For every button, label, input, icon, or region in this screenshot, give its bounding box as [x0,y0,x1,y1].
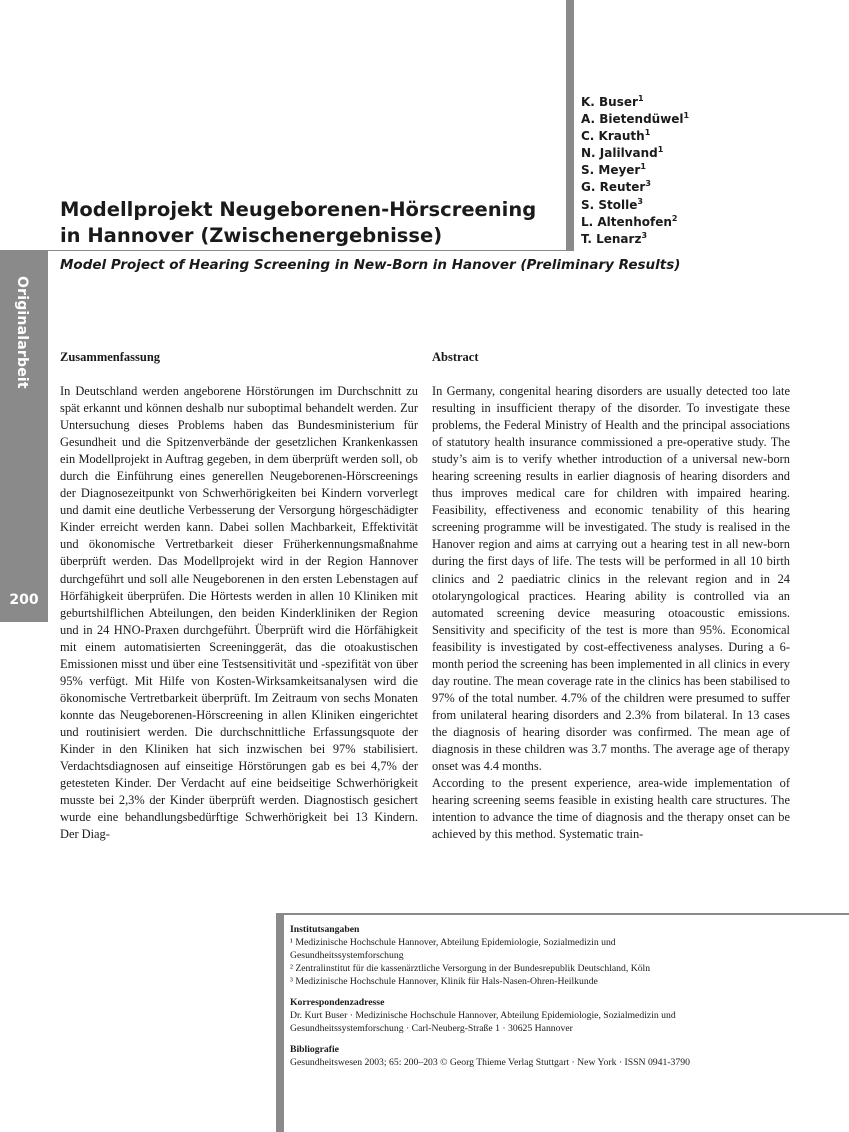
correspondence-line: Dr. Kurt Buser · Medizinische Hochschule Hannover, Abteilung Epidemiologie, Sozialmedizin und [290,1010,676,1021]
author-name: G. Reuter [581,180,646,195]
affiliation-line: ³ Medizinische Hochschule Hannover, Klinik für Hals-Nasen-Ohren-Heilkunde [290,976,598,987]
abstract-paragraph: According to the present experience, area-wide implementation of hearing screening seems feasible in existing health care structures. The intention to advance the time of diagnosis and the therapy onset can be achieved by this method. Systematic train- [432,776,790,842]
author-item [581,197,689,214]
author-affiliation-mark: 1 [657,145,664,155]
article-type-label: Originalarbeit [14,276,30,389]
author-name: K. Buser [581,95,638,109]
abstract-paragraph: In Germany, congenital hearing disorders are usually detected too late resulting in insufficient therapy of the disorder. To investigate these problems, the Federal Ministry of Health and the principal associations of statutory health insurance commissioned a pre-operative study. The study’s aim is to verify whether introduction of a universal new-born hearing screening results in earlier diagnosis of hearing disorders and thus improves medical care for children with impaired hearing. Feasibility, effectiveness and economic tenability of this hearing screening programme will be investigated. The study is realised in the Hanover region and aims at carrying out a hearing test in all new-born during the first days of life. The tests will be performed in all 10 birth clinics and 2 paediatric clinics in the relevant region and in 24 otolaryngological practices. Hearing ability is controlled via an automated screening device measuring otoacoustic emissions. Sensitivity and specificity of the test is more than 95%. Economical feasibility is investigated by cost-effectiveness analyses. During a 6-month period the screening has been implemented in all clinics in every day routine. The mean coverage rate in the clinics has been stabilised to 97% of the total number. 4.7% of the children were presumed to suffer from unilateral hearing disorders and 2.3% from bilateral. In 13 cases the diagnosis of hearing disorder was confirmed. The mean age of diagnosis in these children was 3.7 months. The average age of therapy onset was 4.4 months. [432,384,790,774]
affiliation-line: Gesundheitssystemforschung [290,950,404,961]
article-title: Modellprojekt Neugeborenen-Hörscreening in Hannover (Zwischenergebnisse) [60,198,537,247]
affiliation-line: ¹ Medizinische Hochschule Hannover, Abteilung Epidemiologie, Sozialmedizin und [290,937,616,948]
author-item [581,111,689,128]
institutsangaben-block [290,923,830,988]
author-item [581,145,689,162]
author-name: S. Stolle [581,197,638,212]
author-affiliation-mark: 1 [637,94,644,103]
author-item [581,231,689,248]
bibliografie-heading: Bibliografie [290,1044,339,1055]
author-list [581,94,689,248]
abstract-heading: Abstract [432,350,479,364]
title-underline-rule [0,250,566,251]
author-affiliation-mark: 1 [640,162,646,172]
zusammenfassung-text: In Deutschland werden angeborene Hörstörungen im Durchschnitt zu spät erkannt und können deshalb nur suboptimal behandelt werden. Zur Untersuchung dieses Problems haben das Bundesministerium für Gesundheit und die Spitzenverbände der gesetzlichen Krankenkassen ein Modellprojekt in Auftrag gegeben, in dem überprüft werden soll, ob durch die Einführung eines generellen Neugeborenen-Hörscreenings der Diagnosezeitpunkt von Schwerhörigkeiten bei Kindern vorverlegt und damit eine deutliche Verbesserung der Versorgung hörgeschädigter Kinder erreicht werden kann. Dabei sollen Machbarkeit, Effektivität und ökonomische Vertretbarkeit dieser Früherkennungsmaßnahme überprüft werden. Das Modellprojekt wird in der Region Hannover durchgeführt und soll alle Neugeborenen in den ersten Lebenstagen auf Hörfähigkeit überprüfen. Die Hörtests werden in allen 10 Kliniken mit geburtshilflichen Abteilungen, den beiden Kinderkliniken der Region und in 24 HNO-Praxen durchgeführt. Überprüft wird die Hörfähigkeit mit einem automatisierten Screeninggerät, das die otoakustischen Emissionen misst und über eine Testsensitivität und -spezifität von über 95% verfügt. Mit Hilfe von Kosten-Wirksamkeitsanalysen wird die ökonomische Vertretbarkeit überprüft. Im Zeitraum von sechs Monaten konnte das Neugeborenen-Hörscreening in allen Kliniken eingerichtet und routinisiert werden. Die durchschnittliche Erfassungsquote der Kinder in den Kliniken hat sich inzwischen bei 97% stabilisiert. Verdachtsdiagnosen auf einseitige Hörstörungen gab es bei 4,7% der getesteten Kinder. Der Verdacht auf eine beidseitige Schwerhörigkeit musste bei 2,3% der Kinder überprüft werden. Diagnostisch gesichert wurde eine behandlungsbedürftige Schwerhörigkeit bei 13 Kindern. Der Diag- [60,384,418,842]
article-subtitle-english: Model Project of Hearing Screening in New-Born in Hanover (Preliminary Results) [60,257,681,273]
info-box-vertical-bar [276,913,284,1132]
author-name: A. Bietendüwel [581,112,684,127]
author-affiliation-mark: 3 [645,179,651,189]
author-affiliation-mark: 3 [637,196,643,206]
page-number: 200 [9,592,39,608]
author-item [581,179,689,196]
zusammenfassung-heading: Zusammenfassung [60,350,161,364]
info-box [290,923,830,1077]
author-affiliation-mark: 3 [641,230,648,240]
author-name: S. Meyer [581,163,641,178]
author-affiliation-mark: 1 [644,128,651,138]
author-name: N. Jalilvand [581,146,658,161]
author-item [581,94,689,111]
author-item [581,214,689,231]
affiliation-line: ² Zentralinstitut für die kassenärztliche Versorgung in der Bundesrepublik Deutschland, Köln [290,963,651,974]
abstract-column [432,383,790,843]
author-item [581,128,689,145]
author-item [581,162,689,179]
citation-line: Gesundheitswesen 2003; 65: 200–203 © Georg Thieme Verlag Stuttgart · New York · ISSN 0941-3790 [290,1057,690,1068]
institutsangaben-heading: Institutsangaben [290,924,360,935]
info-box-top-rule [284,913,849,915]
author-affiliation-mark: 2 [671,213,678,223]
author-name: T. Lenarz [581,231,642,246]
zusammenfassung-column [60,383,418,843]
bibliografie-block [290,1043,830,1069]
author-affiliation-mark: 1 [683,111,690,121]
author-name: L. Altenhofen [581,214,672,229]
korrespondenzadresse-heading: Korrespondenzadresse [290,997,385,1008]
header-vertical-bar [566,0,574,251]
correspondence-line: Gesundheitssystemforschung · Carl-Neuberg-Straße 1 · 30625 Hannover [290,1023,573,1034]
korrespondenzadresse-block [290,996,830,1035]
author-name: C. Krauth [581,129,645,144]
